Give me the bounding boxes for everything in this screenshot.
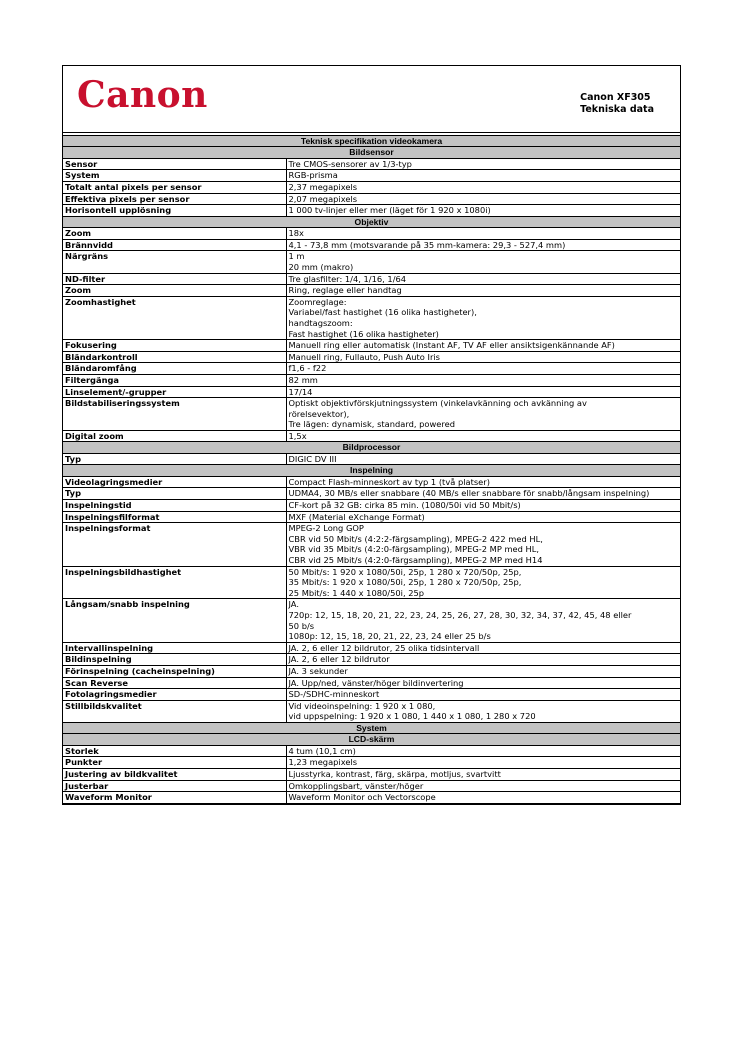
spec-value-line: Tre lägen: dynamisk, standard, powered <box>288 419 455 430</box>
section-title: Bildprocessor <box>63 442 680 453</box>
spec-value <box>286 228 680 240</box>
spec-value-line: Omkopplingsbart, vänster/höger <box>288 780 424 791</box>
spec-row <box>63 453 680 465</box>
spec-label: Intervallinspelning <box>63 642 286 654</box>
spec-value <box>286 566 680 599</box>
spec-label: Inspelningsformat <box>63 523 286 566</box>
spec-value-line: vid uppspelning: 1 920 x 1 080, 1 440 x 1 080, 1 280 x 720 <box>288 711 536 722</box>
spec-value-line: 25 Mbit/s: 1 440 x 1080/50i, 25p <box>288 587 425 598</box>
spec-value-line: JA. 2, 6 eller 12 bildrutor, 25 olika tidsintervall <box>288 642 480 653</box>
spec-value <box>286 665 680 677</box>
section-title: Objektiv <box>63 216 680 227</box>
spec-value-line: Compact Flash-minneskort av typ 1 (två platser) <box>288 476 490 487</box>
spec-row <box>63 363 680 375</box>
spec-value <box>286 523 680 566</box>
spec-value <box>286 453 680 465</box>
spec-row <box>63 228 680 240</box>
spec-value-line: Waveform Monitor och Vectorscope <box>288 792 436 803</box>
spec-value <box>286 296 680 339</box>
spec-label: Brännvidd <box>63 239 286 251</box>
spec-value-line: 17/14 <box>288 386 313 397</box>
spec-value-line: JA. 2, 6 eller 12 bildrutor <box>288 654 390 665</box>
spec-label: Fotolagringsmedier <box>63 689 286 701</box>
spec-label: Linselement/-grupper <box>63 386 286 398</box>
spec-label: System <box>63 170 286 182</box>
spec-value <box>286 351 680 363</box>
spec-value-line: Ljusstyrka, kontrast, färg, skärpa, motljus, svartvitt <box>288 768 501 779</box>
spec-value <box>286 251 680 273</box>
spec-value-line: 1080p: 12, 15, 18, 20, 21, 22, 23, 24 eller 25 b/s <box>288 631 491 642</box>
spec-value <box>286 488 680 500</box>
spec-value-line: 2,07 megapixels <box>288 193 358 204</box>
spec-row <box>63 599 680 642</box>
spec-row <box>63 193 680 205</box>
spec-value <box>286 363 680 375</box>
spec-label: Typ <box>63 453 286 465</box>
spec-row <box>63 430 680 442</box>
spec-row <box>63 665 680 677</box>
spec-row <box>63 511 680 523</box>
spec-label: Inspelningsfilformat <box>63 511 286 523</box>
spec-row <box>63 768 680 780</box>
product-title: Canon XF305 <box>580 92 651 103</box>
spec-row <box>63 476 680 488</box>
spec-row <box>63 351 680 363</box>
spec-row <box>63 386 680 398</box>
spec-value-line: JA. Upp/ned, vänster/höger bildinvertering <box>288 677 464 688</box>
spec-value-line: Tre glasfilter: 1/4, 1/16, 1/64 <box>288 273 407 284</box>
spec-row <box>63 374 680 386</box>
spec-label: Storlek <box>63 745 286 757</box>
spec-value <box>286 768 680 780</box>
spec-value-line: Variabel/fast hastighet (16 olika hastigheter), <box>288 307 477 318</box>
section-title: Inspelning <box>63 465 680 476</box>
spec-value <box>286 599 680 642</box>
spec-table <box>63 136 680 804</box>
spec-value-line: Optiskt objektivförskjutningssystem (vinkelavkänning och avkänning av <box>288 398 587 409</box>
spec-value-line: handtagszoom: <box>288 317 353 328</box>
spec-row <box>63 523 680 566</box>
spec-value <box>286 745 680 757</box>
spec-label: Bländarkontroll <box>63 351 286 363</box>
spec-value <box>286 170 680 182</box>
spec-row <box>63 780 680 792</box>
spec-value-line: DIGIC DV III <box>288 453 337 464</box>
spec-row <box>63 500 680 512</box>
spec-label: Justering av bildkvalitet <box>63 768 286 780</box>
spec-value-line: Vid videoinspelning: 1 920 x 1 080, <box>288 700 436 711</box>
spec-row <box>63 251 680 273</box>
spec-value-line: RGB-prisma <box>288 170 338 181</box>
subsection-heading <box>63 465 680 476</box>
spec-row <box>63 689 680 701</box>
spec-label: Inspelningsbildhastighet <box>63 566 286 599</box>
section-heading <box>63 136 680 147</box>
spec-label: Förinspelning (cacheinspelning) <box>63 665 286 677</box>
subsection-heading <box>63 734 680 745</box>
spec-row <box>63 677 680 689</box>
section-title: System <box>63 722 680 733</box>
spec-value-line: f1,6 - f22 <box>288 363 327 374</box>
spec-value <box>286 757 680 769</box>
spec-value <box>286 340 680 352</box>
spec-value-line: Fast hastighet (16 olika hastigheter) <box>288 328 439 339</box>
spec-label: Bildstabiliseringssystem <box>63 398 286 431</box>
spec-value <box>286 205 680 217</box>
subsection-heading <box>63 442 680 453</box>
spec-row <box>63 158 680 170</box>
subsection-heading <box>63 147 680 158</box>
spec-value-line: 1 000 tv-linjer eller mer (läget för 1 920 x 1080i) <box>288 205 491 216</box>
spec-value-line: JA. <box>288 599 299 610</box>
spec-value-line: Zoomreglage: <box>288 296 347 307</box>
spec-label: Fokusering <box>63 340 286 352</box>
spec-value <box>286 273 680 285</box>
spec-value-line: 82 mm <box>288 374 318 385</box>
spec-row <box>63 205 680 217</box>
spec-row <box>63 700 680 722</box>
spec-value <box>286 500 680 512</box>
document-info <box>580 92 654 116</box>
spec-row <box>63 642 680 654</box>
spec-value-line: 4,1 - 73,8 mm (motsvarande på 35 mm-kamera: 29,3 - 527,4 mm) <box>288 239 566 250</box>
spec-value <box>286 677 680 689</box>
spec-value-line: 50 Mbit/s: 1 920 x 1080/50i, 25p, 1 280 x 720/50p, 25p, <box>288 566 522 577</box>
spec-row <box>63 654 680 666</box>
spec-label: Totalt antal pixels per sensor <box>63 182 286 194</box>
spec-label: Bländaromfång <box>63 363 286 375</box>
spec-value <box>286 285 680 297</box>
spec-value <box>286 430 680 442</box>
spec-value-line: 4 tum (10,1 cm) <box>288 745 356 756</box>
spec-label: Stillbildskvalitet <box>63 700 286 722</box>
spec-value-line: Manuell ring, Fullauto, Push Auto Iris <box>288 351 440 362</box>
spec-row <box>63 566 680 599</box>
spec-value-line: Tre CMOS-sensorer av 1/3-typ <box>288 158 412 169</box>
spec-label: ND-filter <box>63 273 286 285</box>
spec-label: Scan Reverse <box>63 677 286 689</box>
spec-value-line: JA. 3 sekunder <box>288 665 348 676</box>
spec-label: Sensor <box>63 158 286 170</box>
spec-value-line: 1,23 megapixels <box>288 757 358 768</box>
spec-row <box>63 757 680 769</box>
section-title: Teknisk specifikation videokamera <box>63 136 680 147</box>
spec-label: Filtergänga <box>63 374 286 386</box>
spec-value-line: Ring, reglage eller handtag <box>288 285 402 296</box>
spec-value-line: CF-kort på 32 GB: cirka 85 min. (1080/50i vid 50 Mbit/s) <box>288 500 521 511</box>
spec-value <box>286 398 680 431</box>
document-header <box>63 66 680 133</box>
spec-row <box>63 273 680 285</box>
spec-value <box>286 239 680 251</box>
spec-value <box>286 158 680 170</box>
spec-label: Typ <box>63 488 286 500</box>
spec-value-line: 720p: 12, 15, 18, 20, 21, 22, 23, 24, 25, 26, 27, 28, 30, 32, 34, 37, 42, 45, 48 eller <box>288 610 632 620</box>
spec-value-line: CBR vid 50 Mbit/s (4:2:2-färgsampling), MPEG-2 422 med HL, <box>288 533 543 544</box>
spec-sheet <box>62 65 681 805</box>
spec-label: Zoom <box>63 228 286 240</box>
spec-value-line: 1,5x <box>288 430 307 441</box>
spec-value-line: 50 b/s <box>288 620 315 631</box>
spec-value-line: MXF (Material eXchange Format) <box>288 511 425 522</box>
spec-row <box>63 340 680 352</box>
spec-row <box>63 285 680 297</box>
spec-value-line: rörelsevektor), <box>288 408 350 419</box>
canon-logo: Canon <box>77 74 208 116</box>
spec-value-line: 20 mm (makro) <box>288 261 354 272</box>
spec-label: Justerbar <box>63 780 286 792</box>
spec-label: Inspelningstid <box>63 500 286 512</box>
spec-value-line: 1 m <box>288 251 305 262</box>
section-title: LCD-skärm <box>63 734 680 745</box>
spec-value-line: 2,37 megapixels <box>288 182 358 192</box>
spec-value <box>286 792 680 804</box>
spec-row <box>63 239 680 251</box>
spec-value <box>286 689 680 701</box>
spec-label: Zoom <box>63 285 286 297</box>
subsection-heading <box>63 216 680 227</box>
spec-row <box>63 398 680 431</box>
spec-value-line: Manuell ring eller automatisk (Instant AF, TV AF eller ansiktsigenkännande AF) <box>288 340 615 351</box>
spec-value-line: UDMA4, 30 MB/s eller snabbare (40 MB/s eller snabbare för snabb/långsam inspelning) <box>288 488 650 499</box>
spec-value <box>286 780 680 792</box>
spec-value-line: VBR vid 35 Mbit/s (4:2:0-färgsampling), MPEG-2 MP med HL, <box>288 544 540 555</box>
spec-value <box>286 511 680 523</box>
spec-value-line: 35 Mbit/s: 1 920 x 1080/50i, 25p, 1 280 x 720/50p, 25p, <box>288 577 522 588</box>
spec-row <box>63 182 680 194</box>
spec-value-line: 18x <box>288 228 304 239</box>
spec-label: Zoomhastighet <box>63 296 286 339</box>
spec-value <box>286 193 680 205</box>
spec-label: Bildinspelning <box>63 654 286 666</box>
spec-label: Långsam/snabb inspelning <box>63 599 286 642</box>
spec-row <box>63 792 680 804</box>
spec-value <box>286 182 680 194</box>
spec-label: Punkter <box>63 757 286 769</box>
spec-value-line: MPEG-2 Long GOP <box>288 523 364 534</box>
section-title: Bildsensor <box>63 147 680 158</box>
spec-row <box>63 745 680 757</box>
document-subtitle: Tekniska data <box>580 104 654 115</box>
spec-label: Videolagringsmedier <box>63 476 286 488</box>
spec-row <box>63 488 680 500</box>
spec-value <box>286 476 680 488</box>
spec-row <box>63 170 680 182</box>
spec-value <box>286 700 680 722</box>
spec-label: Waveform Monitor <box>63 792 286 804</box>
spec-value <box>286 654 680 666</box>
spec-value <box>286 374 680 386</box>
spec-label: Horisontell upplösning <box>63 205 286 217</box>
spec-value <box>286 642 680 654</box>
spec-value-line: CBR vid 25 Mbit/s (4:2:0-färgsampling), MPEG-2 MP med H14 <box>288 555 543 566</box>
spec-value <box>286 386 680 398</box>
spec-label: Digital zoom <box>63 430 286 442</box>
spec-row <box>63 296 680 339</box>
spec-label: Närgräns <box>63 251 286 273</box>
spec-value-line: SD-/SDHC-minneskort <box>288 689 380 700</box>
spec-label: Effektiva pixels per sensor <box>63 193 286 205</box>
subsection-heading <box>63 722 680 733</box>
